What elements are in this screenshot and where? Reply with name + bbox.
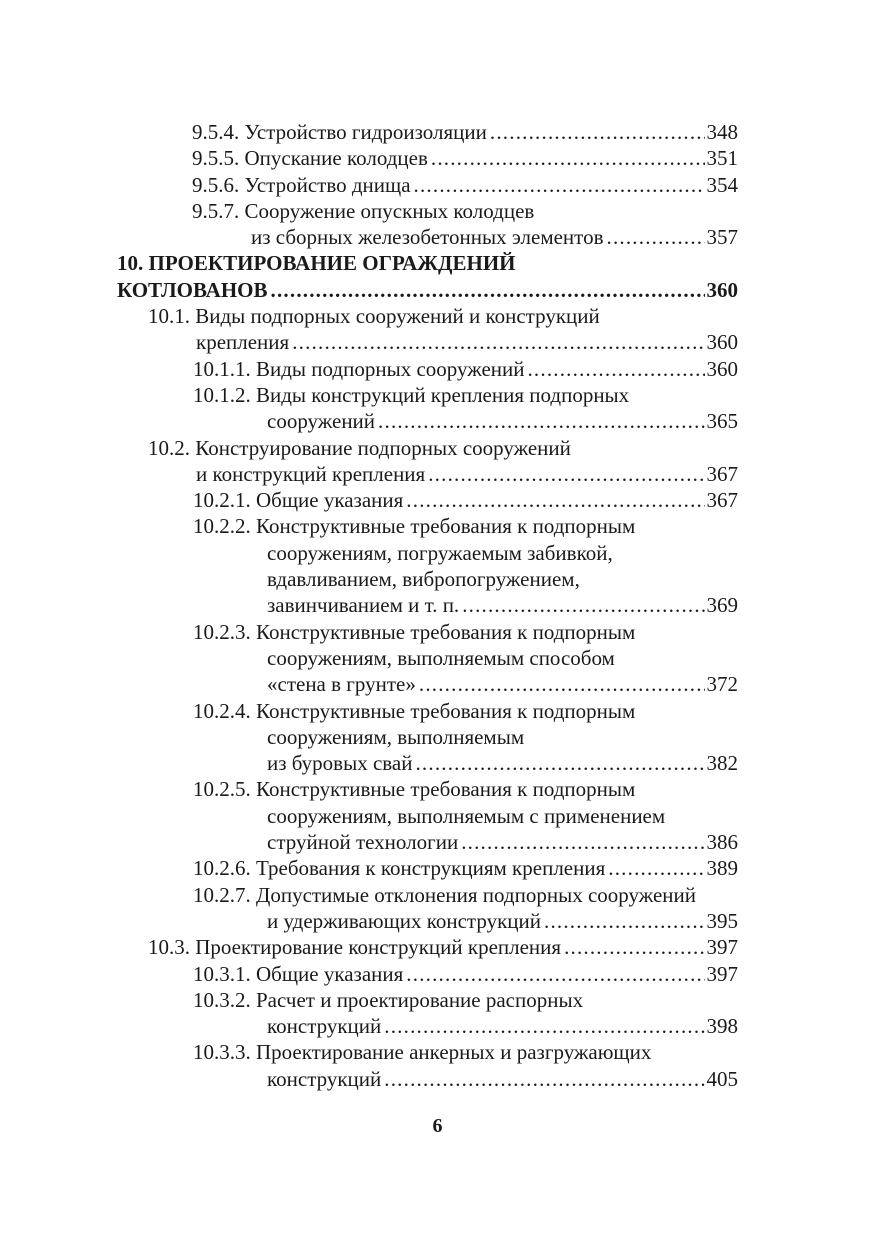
dot-leader <box>462 592 704 618</box>
toc-entry[interactable] <box>0 382 875 435</box>
toc-entry-title: 10.2.4. Конструктивные требования к подпорным <box>193 698 636 723</box>
toc-entry-title: сооружениям, выполняемым <box>267 724 525 749</box>
dot-leader <box>406 961 704 987</box>
dot-leader <box>428 461 704 487</box>
table-of-contents <box>0 119 875 1092</box>
toc-entry-title: и удерживающих конструкций <box>267 908 541 933</box>
toc-page-number: 365 <box>706 409 738 434</box>
toc-page-number: 405 <box>706 1066 738 1091</box>
dot-leader <box>415 750 704 776</box>
toc-entry[interactable] <box>0 698 875 777</box>
toc-entry[interactable] <box>0 1039 875 1092</box>
dot-leader <box>292 329 704 355</box>
toc-entry-title: сооружениям, выполняемым способом <box>267 645 615 670</box>
dot-leader <box>384 1066 704 1092</box>
toc-page-number: 367 <box>706 488 738 513</box>
toc-entry-title: 10.2. Конструирование подпорных сооружений <box>148 435 571 460</box>
toc-page-number: 357 <box>706 225 738 250</box>
toc-entry-title: 10.3.1. Общие указания <box>193 961 404 986</box>
toc-entry-title: из сборных железобетонных элементов <box>251 225 604 250</box>
dot-leader <box>527 356 704 382</box>
toc-entry-title: и конструкций крепления <box>196 461 426 486</box>
toc-entry-title: струйной технологии <box>267 830 459 855</box>
toc-entry-title: 10.1.1. Виды подпорных сооружений <box>193 356 525 381</box>
toc-entry-title: вдавливанием, вибропогружением, <box>267 567 580 592</box>
page-number: 6 <box>432 1115 443 1137</box>
toc-entry-title: сооружениям, погружаемым забивкой, <box>267 540 613 565</box>
toc-page-number: 348 <box>706 120 738 144</box>
toc-entry[interactable] <box>0 172 875 198</box>
toc-entry[interactable] <box>0 356 875 382</box>
toc-page-number: 395 <box>706 908 738 933</box>
toc-entry-title: 10. ПРОЕКТИРОВАНИЕ ОГРАЖДЕНИЙ <box>117 251 516 276</box>
toc-entry-title: сооружениям, выполняемым с применением <box>267 803 666 828</box>
toc-page-number: 386 <box>706 830 738 855</box>
toc-entry-title: завинчиванием и т. п. <box>267 593 460 618</box>
toc-page-number: 360 <box>706 277 738 302</box>
toc-page-number: 360 <box>706 356 738 381</box>
dot-leader <box>544 908 705 934</box>
dot-leader <box>271 277 705 303</box>
dot-leader <box>431 145 705 171</box>
toc-page-number: 351 <box>706 146 738 171</box>
toc-page-number: 397 <box>706 935 738 960</box>
toc-entry-title: 10.2.3. Конструктивные требования к подпорным <box>193 619 636 644</box>
toc-page-number: 369 <box>706 593 738 618</box>
toc-entry[interactable] <box>0 961 875 987</box>
toc-entry[interactable] <box>0 776 875 855</box>
toc-entry-title: сооружений <box>267 409 376 434</box>
toc-entry[interactable] <box>0 882 875 935</box>
toc-entry[interactable] <box>0 619 875 698</box>
toc-entry[interactable] <box>0 934 875 960</box>
dot-leader <box>607 224 705 250</box>
toc-page-number: 372 <box>706 672 738 697</box>
toc-entry-title: «стена в грунте» <box>267 672 416 697</box>
dot-leader <box>608 855 704 881</box>
toc-page-number: 397 <box>706 961 738 986</box>
toc-entry-title: 9.5.4. Устройство гидроизоляции <box>192 120 487 144</box>
toc-entry[interactable] <box>0 435 875 488</box>
toc-entry-title: 10.2.6. Требования к конструкциям крепления <box>193 856 606 881</box>
toc-page-number: 360 <box>706 330 738 355</box>
toc-entry[interactable] <box>0 250 875 303</box>
dot-leader <box>419 671 705 697</box>
dot-leader <box>378 408 704 434</box>
toc-entry-title: 10.2.7. Допустимые отклонения подпорных сооружений <box>193 882 696 907</box>
toc-entry[interactable] <box>0 303 875 356</box>
dot-leader <box>414 172 705 198</box>
toc-page-number: 367 <box>706 461 738 486</box>
toc-entry-title: из буровых свай <box>267 751 413 776</box>
toc-entry[interactable] <box>0 855 875 881</box>
toc-entry[interactable] <box>0 487 875 513</box>
toc-entry-title: 10.3.3. Проектирование анкерных и разгружающих <box>193 1040 652 1065</box>
toc-entry[interactable] <box>0 119 875 145</box>
dot-leader <box>490 119 705 145</box>
dot-leader <box>564 934 704 960</box>
toc-entry-title: конструкций <box>267 1014 382 1039</box>
toc-entry-title: 10.2.1. Общие указания <box>193 488 404 513</box>
toc-entry-title: крепления <box>196 330 290 355</box>
toc-entry[interactable] <box>0 987 875 1040</box>
toc-page-number: 354 <box>706 172 738 197</box>
dot-leader <box>406 487 704 513</box>
toc-entry-title: 9.5.7. Сооружение опускных колодцев <box>192 198 535 223</box>
toc-entry-title: 10.3. Проектирование конструкций крепления <box>148 935 562 960</box>
toc-entry-title: КОТЛОВАНОВ <box>117 277 268 302</box>
toc-page-number: 389 <box>706 856 738 881</box>
toc-entry[interactable] <box>0 145 875 171</box>
dot-leader <box>384 1013 704 1039</box>
toc-entry-title: конструкций <box>267 1066 382 1091</box>
toc-entry-title: 10.2.2. Конструктивные требования к подпорным <box>193 514 636 539</box>
toc-entry-title: 9.5.6. Устройство днища <box>192 172 411 197</box>
toc-page-number: 382 <box>706 751 738 776</box>
toc-entry-title: 9.5.5. Опускание колодцев <box>192 146 428 171</box>
toc-entry-title: 10.1. Виды подпорных сооружений и конструкций <box>148 304 600 329</box>
dot-leader <box>461 829 704 855</box>
toc-entry[interactable] <box>0 513 875 618</box>
toc-entry-title: 10.1.2. Виды конструкций крепления подпорных <box>193 382 630 407</box>
toc-entry-title: 10.2.5. Конструктивные требования к подпорным <box>193 777 636 802</box>
toc-entry[interactable] <box>0 198 875 251</box>
toc-entry-title: 10.3.2. Расчет и проектирование распорных <box>193 987 584 1012</box>
toc-page-number: 398 <box>706 1014 738 1039</box>
